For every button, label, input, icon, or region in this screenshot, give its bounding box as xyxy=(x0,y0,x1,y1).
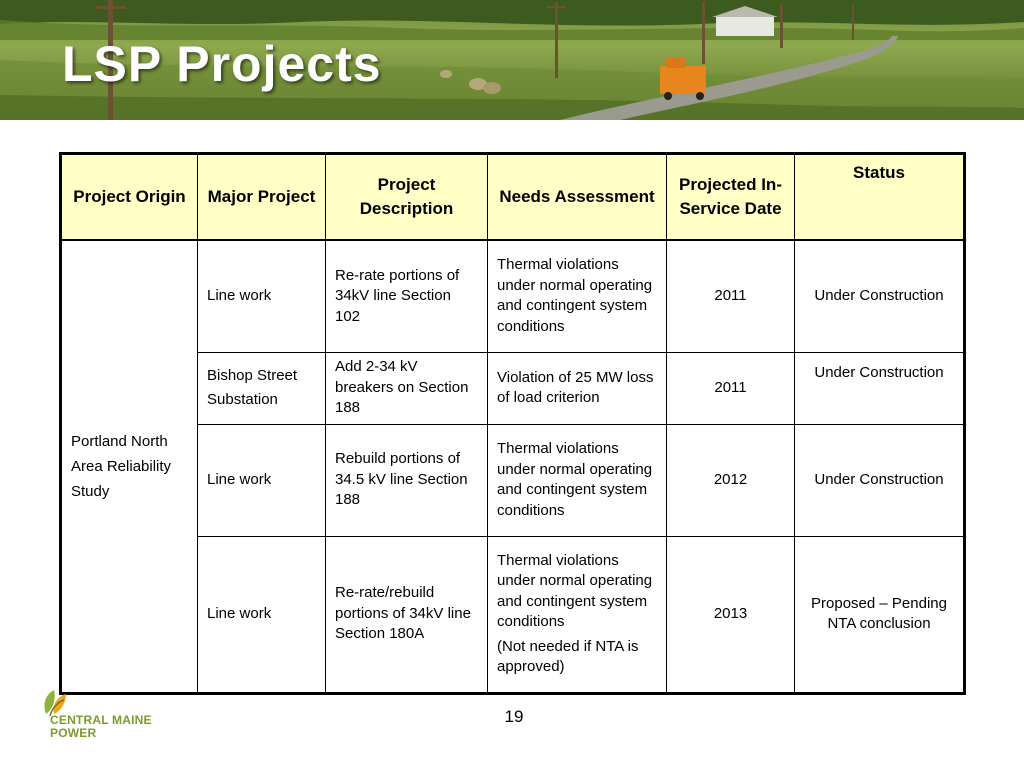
header-status: Status xyxy=(795,154,965,241)
header-banner xyxy=(0,0,1024,120)
logo-wordmark xyxy=(50,714,152,740)
projects-table-container xyxy=(59,152,966,695)
needs-cell: Violation of 25 MW loss of load criterion xyxy=(488,352,667,424)
date-cell: 2013 xyxy=(667,536,795,693)
status-cell: Under Construction xyxy=(795,240,965,352)
header-major-project: Major Project xyxy=(198,154,326,241)
date-cell: 2011 xyxy=(667,240,795,352)
status-cell: Under Construction xyxy=(795,424,965,536)
description-cell: Re-rate/rebuild portions of 34kV line Section 180A xyxy=(326,536,488,693)
needs-text: Thermal violations under normal operating and contingent system conditions xyxy=(497,551,653,630)
table-header-row xyxy=(61,154,965,241)
logo-line-1: CENTRAL MAINE xyxy=(50,713,152,727)
major-project-cell: Bishop Street Substation xyxy=(198,352,326,424)
header-in-service-date: Projected In-Service Date xyxy=(667,154,795,241)
description-cell: Rebuild portions of 34.5 kV line Section 188 xyxy=(326,424,488,536)
major-project-cell: Line work xyxy=(198,424,326,536)
description-cell: Add 2-34 kV breakers on Section 188 xyxy=(326,352,488,424)
needs-cell: Thermal violations under normal operating and contingent system conditions xyxy=(488,424,667,536)
needs-cell xyxy=(488,536,667,693)
header-project-description: Project Description xyxy=(326,154,488,241)
projects-table xyxy=(59,152,966,695)
status-cell: Under Construction xyxy=(795,352,965,424)
project-origin-cell: Portland North Area Reliability Study xyxy=(61,240,198,693)
date-cell: 2011 xyxy=(667,352,795,424)
slide-title: LSP Projects xyxy=(62,36,382,92)
status-cell: Proposed – Pending NTA conclusion xyxy=(795,536,965,693)
page-number: 19 xyxy=(504,707,524,726)
logo-line-2: POWER xyxy=(50,726,97,740)
needs-note: (Not needed if NTA is approved) xyxy=(497,637,639,675)
description-cell: Re-rate portions of 34kV line Section 102 xyxy=(326,240,488,352)
company-logo xyxy=(40,688,170,744)
date-cell: 2012 xyxy=(667,424,795,536)
header-project-origin: Project Origin xyxy=(61,154,198,241)
major-project-cell: Line work xyxy=(198,240,326,352)
major-project-cell: Line work xyxy=(198,536,326,693)
table-row xyxy=(61,240,965,352)
needs-cell: Thermal violations under normal operating and contingent system conditions xyxy=(488,240,667,352)
header-needs-assessment: Needs Assessment xyxy=(488,154,667,241)
